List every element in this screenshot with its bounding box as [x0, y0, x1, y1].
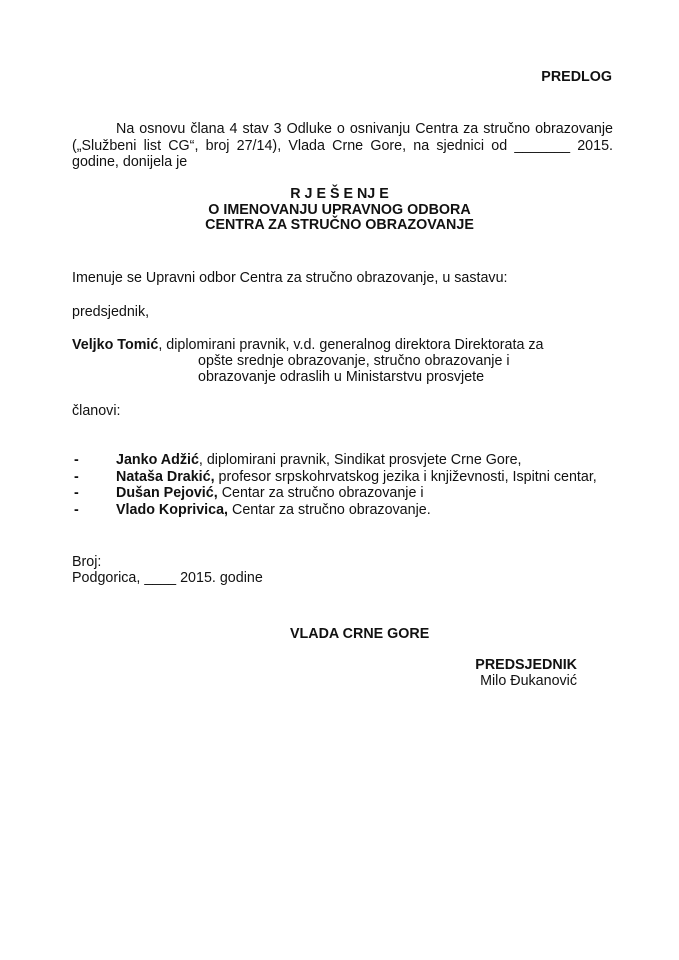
president-name: Veljko Tomić — [72, 337, 159, 353]
member-name: Janko Adžić — [116, 452, 199, 468]
member-description: profesor srpskohrvatskog jezika i književnosti, Ispitni centar, — [214, 468, 597, 485]
draft-stamp: PREDLOG — [541, 69, 612, 85]
president-label: predsjednik, — [72, 304, 150, 320]
member-name: Dušan Pejović, — [116, 485, 218, 501]
bullet-dash: - — [74, 501, 79, 518]
bullet-dash: - — [74, 485, 79, 501]
preamble-line-2: („Službeni list CG“, broj 27/14), Vlada Crne Gore, na sjednici od _______ 2015. — [72, 137, 613, 154]
document-number-label: Broj: — [72, 554, 102, 570]
president-description-line-3: obrazovanje odraslih u Ministarstvu prosvjete — [198, 369, 485, 385]
preamble-line-1: Na osnovu člana 4 stav 3 Odluke o osnivanju Centra za stručno obrazovanje — [116, 121, 613, 137]
president-entry — [72, 337, 544, 354]
president-description: , diplomirani pravnik, v.d. generalnog direktora Direktorata za — [158, 337, 544, 353]
member-name: Nataša Drakić, — [116, 468, 215, 485]
member-description: Centar za stručno obrazovanje i — [217, 485, 424, 501]
appointment-text: Imenuje se Upravni odbor Centra za stručno obrazovanje, u sastavu: — [72, 270, 508, 286]
bullet-dash: - — [74, 468, 79, 485]
document-title — [0, 187, 679, 234]
title-line-3: CENTRA ZA STRUČNO OBRAZOVANJE — [205, 217, 474, 233]
preamble — [72, 121, 613, 171]
title-line-1: R J E Š E NJ E — [290, 186, 389, 202]
title-line-2: O IMENOVANJU UPRAVNOG ODBORA — [208, 201, 471, 218]
member-description: , diplomirani pravnik, Sindikat prosvjete Crne Gore, — [198, 452, 522, 468]
bullet-dash: - — [74, 452, 79, 468]
member-description: Centar za stručno obrazovanje. — [228, 501, 431, 518]
issuing-government: VLADA CRNE GORE — [290, 626, 430, 642]
signatory-name: Milo Đukanović — [480, 673, 577, 689]
members-label: članovi: — [72, 403, 121, 419]
president-description-line-2: opšte srednje obrazovanje, stručno obrazovanje i — [198, 353, 510, 369]
signatory-title: PREDSJEDNIK — [475, 657, 577, 673]
preamble-line-3: godine, donijela je — [72, 154, 188, 170]
member-name: Vlado Koprivica, — [116, 501, 229, 518]
place-and-date: Podgorica, ____ 2015. godine — [72, 570, 263, 586]
